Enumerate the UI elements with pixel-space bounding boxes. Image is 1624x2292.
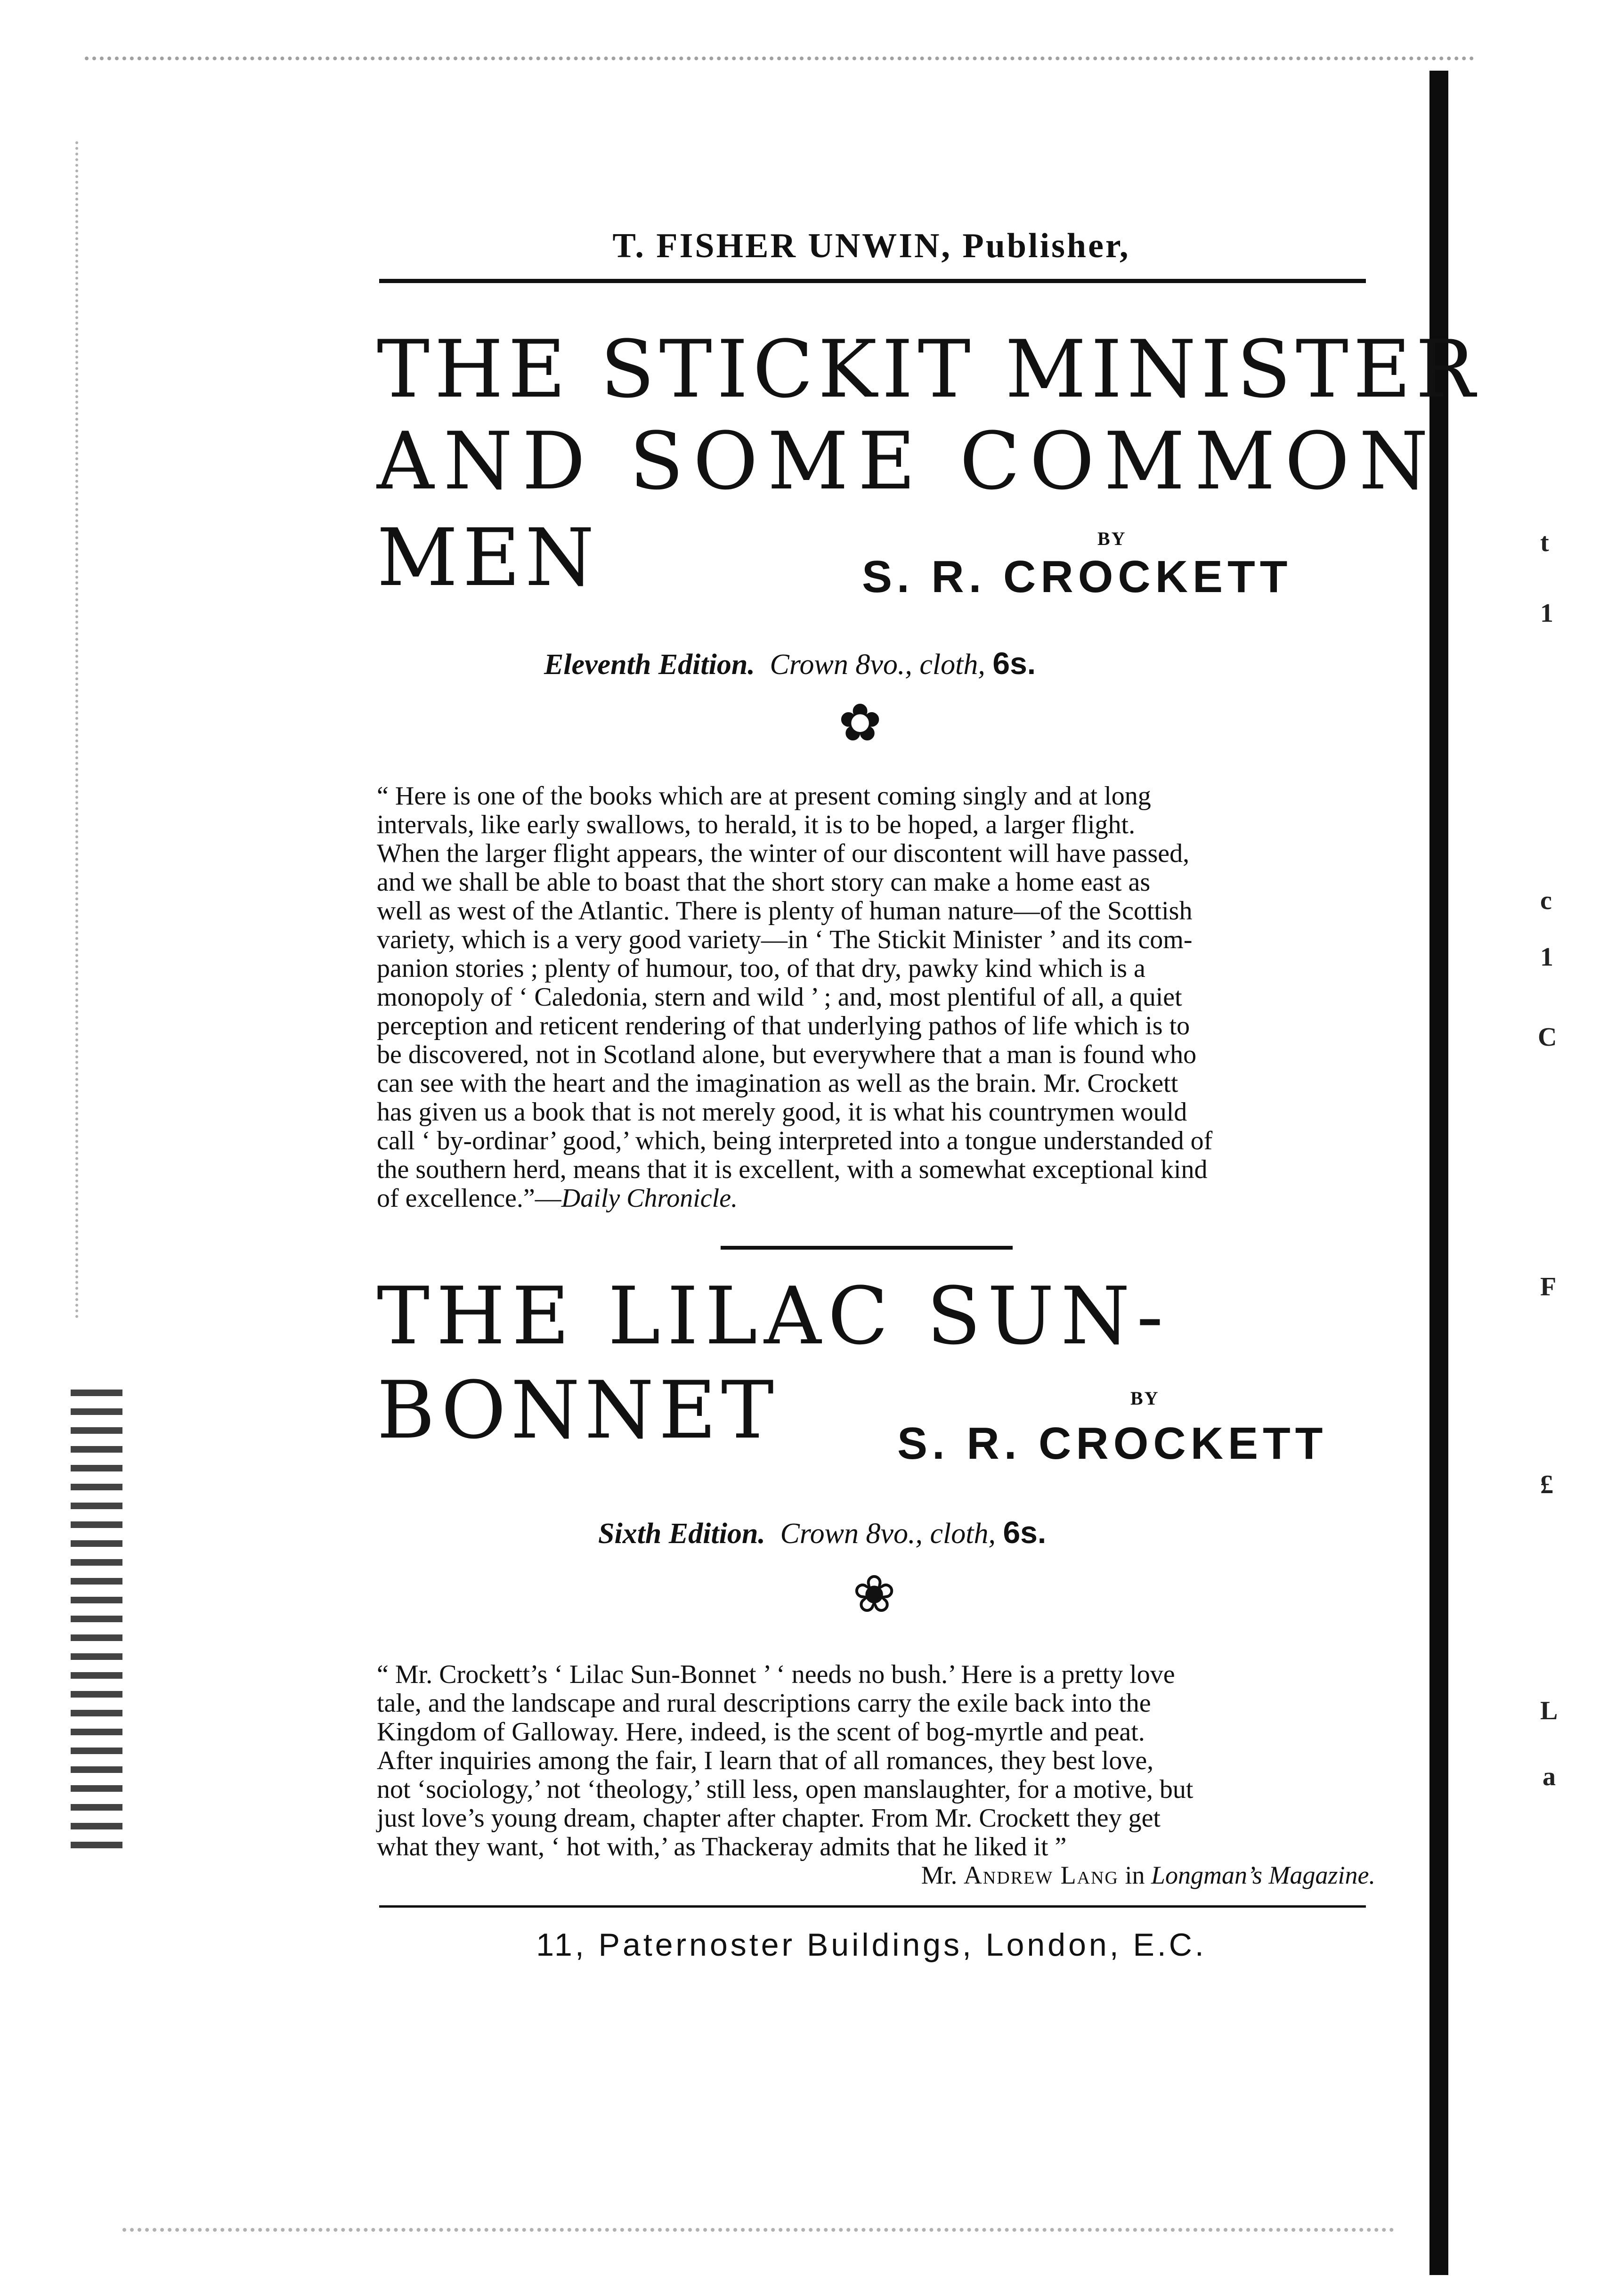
margin-letter: C	[1538, 1023, 1557, 1052]
review-line: call ‘ by-ordinar’ good,’ which, being interpreted into a tongue understanded of	[377, 1126, 1213, 1155]
scan-edge-marks	[71, 1390, 122, 1861]
attribution-prefix: Mr.	[921, 1861, 958, 1889]
scan-noise-top	[85, 57, 1474, 93]
attribution-source: Longman’s Magazine.	[1151, 1861, 1375, 1889]
edition-line	[598, 1514, 1046, 1551]
book-title-line: AND SOME COMMON	[377, 415, 1438, 507]
book-title-line: THE STICKIT MINISTER	[377, 323, 1480, 415]
review-source: Daily Chronicle.	[561, 1184, 738, 1213]
review-attribution	[921, 1861, 1375, 1890]
author-name: S. R. CROCKETT	[862, 552, 1292, 602]
review-line: has given us a book that is not merely good, it is what his countrymen would	[377, 1097, 1187, 1127]
book-title-line: BONNET	[377, 1364, 779, 1456]
review-line: “ Here is one of the books which are at present coming singly and at long	[377, 781, 1151, 811]
review-line: panion stories ; plenty of humour, too, of that dry, pawky kind which is a	[377, 954, 1145, 983]
review-line: and we shall be able to boast that the short story can make a home east as	[377, 868, 1151, 897]
review-text: of excellence.”—	[377, 1184, 561, 1213]
format: Crown 8vo., cloth,	[770, 649, 985, 681]
review-line: not ‘sociology,’ not ‘theology,’ still less, open manslaughter, for a motive, but	[377, 1775, 1194, 1804]
footer-rule	[379, 1905, 1366, 1908]
margin-letter: t	[1540, 528, 1549, 557]
edition-line	[544, 645, 1036, 682]
format: Crown 8vo., cloth,	[780, 1518, 996, 1550]
review-line: the southern herd, means that it is excellent, with a somewhat exceptional kind	[377, 1155, 1208, 1184]
margin-letter: 1	[1540, 943, 1553, 972]
review-line: monopoly of ‘ Caledonia, stern and wild ’ ; and, most plentiful of all, a quiet	[377, 983, 1182, 1012]
book-title-line: MEN	[377, 512, 599, 604]
publisher-address: 11, Paternoster Buildings, London, E.C.	[536, 1927, 1207, 1963]
author-name: S. R. CROCKETT	[897, 1418, 1328, 1469]
margin-letter: F	[1540, 1272, 1557, 1301]
price: 6s.	[992, 646, 1036, 681]
review-line: what they want, ‘ hot with,’ as Thackeray admits that he liked it ”	[377, 1832, 1067, 1861]
review-line: variety, which is a very good variety—in ‘ The Stickit Minister ’ and its com-	[377, 925, 1193, 954]
review-line: Kingdom of Galloway. Here, indeed, is the scent of bog-myrtle and peat.	[377, 1717, 1145, 1747]
review-line: can see with the heart and the imagination as well as the brain. Mr. Crockett	[377, 1069, 1178, 1098]
review-line: intervals, like early swallows, to herald, it is to be hoped, a larger flight.	[377, 810, 1136, 839]
review-line-last	[377, 1184, 1371, 1213]
margin-letter: £	[1540, 1470, 1553, 1499]
review-line: tale, and the landscape and rural descriptions carry the exile back into the	[377, 1689, 1151, 1718]
floral-ornament-icon: ✿	[838, 694, 882, 752]
edition: Eleventh Edition.	[544, 649, 755, 681]
margin-letter: 1	[1540, 599, 1553, 628]
header-rule	[379, 279, 1366, 283]
margin-letter: c	[1540, 886, 1552, 915]
review-line: well as west of the Atlantic. There is plenty of human nature—of the Scottish	[377, 896, 1193, 926]
by-label: BY	[1130, 1388, 1160, 1409]
review-line: just love’s young dream, chapter after chapter. From Mr. Crockett they get	[377, 1804, 1161, 1833]
by-label: BY	[1097, 528, 1127, 549]
margin-letter: L	[1540, 1696, 1558, 1725]
attribution-in: in	[1125, 1861, 1145, 1889]
publisher-heading: T. FISHER UNWIN, Publisher,	[612, 227, 1130, 265]
review-line: When the larger flight appears, the winter of our discontent will have passed,	[377, 839, 1190, 868]
review-line: perception and reticent rendering of that underlying pathos of life which is to	[377, 1011, 1190, 1040]
edition: Sixth Edition.	[598, 1518, 765, 1550]
price: 6s.	[1003, 1515, 1047, 1550]
review-quote	[377, 782, 1371, 1213]
review-line: After inquiries among the fair, I learn that of all romances, they best love,	[377, 1746, 1154, 1775]
scan-noise-bottom	[122, 2228, 1394, 2241]
section-divider	[721, 1246, 1013, 1250]
margin-letter: a	[1543, 1762, 1556, 1791]
book-title-line: THE LILAC SUN-	[377, 1270, 1170, 1362]
review-line: be discovered, not in Scotland alone, but everywhere that a man is found who	[377, 1040, 1197, 1069]
scan-edge-dots	[75, 141, 106, 1319]
review-line: “ Mr. Crockett’s ‘ Lilac Sun-Bonnet ’ ‘ needs no bush.’ Here is a pretty love	[377, 1660, 1175, 1689]
floral-ornament-icon: ❀	[853, 1566, 896, 1623]
attribution-name: Andrew Lang	[963, 1861, 1119, 1889]
review-quote	[377, 1660, 1375, 1861]
